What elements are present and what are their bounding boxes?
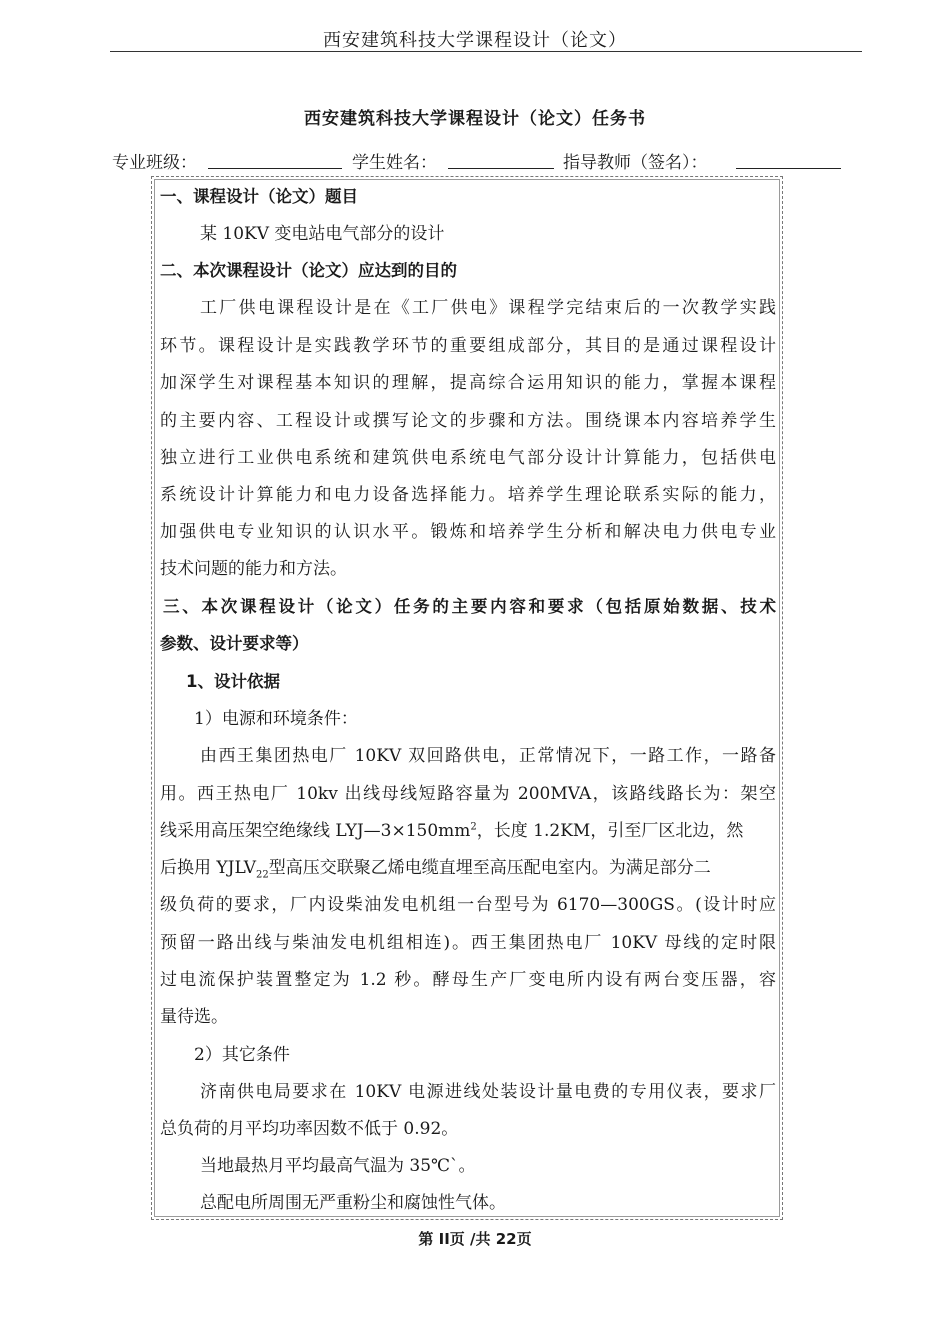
paragraph-line: 级负荷的要求，厂内设柴油发电机组一台型号为 6170—300GS。(设计时应: [160, 895, 776, 915]
design-basis-heading: 1、设计依据: [186, 672, 280, 691]
conductor-spec-rest: ，长度 1.2KM，引至厂区北边，然: [476, 821, 744, 841]
section3-heading-cont: 参数、设计要求等）: [160, 634, 309, 653]
section2-line: 加强供电专业知识的认识水平。锻炼和培养学生分析和解决电力供电专业: [160, 522, 776, 542]
major-class-blank: [208, 168, 342, 169]
superscript-2: 2: [470, 821, 477, 833]
advisor-blank: [736, 168, 841, 169]
paragraph-line-with-subscript: [160, 857, 776, 879]
conductor-spec-text: 线采用高压架空绝缘线 LYJ—3×150mm: [160, 821, 471, 841]
paragraph-line: 济南供电局要求在 10KV 电源进线处装设计量电费的专用仪表，要求厂: [200, 1082, 776, 1102]
paragraph-line: 预留一路出线与柴油发电机组相连)。西王集团热电厂 10KV 母线的定时限: [160, 933, 776, 953]
paragraph-line: 用。西王热电厂 10kv 出线母线短路容量为 200MVA，该路线路长为：架空: [160, 784, 776, 804]
subscript-22: 22: [256, 869, 269, 881]
section2-line: 系统设计计算能力和电力设备选择能力。培养学生理论联系实际的能力，: [160, 485, 776, 505]
paragraph-line: 过电流保护装置整定为 1.2 秒。酵母生产厂变电所内设有两台变压器，容: [160, 970, 776, 990]
header-rule: [110, 51, 862, 52]
page-footer: 第 II页 /共 22页: [418, 1230, 532, 1248]
cable-type-rest: 型高压交联聚乙烯电缆直埋至高压配电室内。为满足部分二: [268, 858, 711, 878]
cable-type-text: 后换用 YJLV: [160, 858, 256, 878]
paragraph-line: 由西王集团热电厂 10KV 双回路供电，正常情况下，一路工作，一路备: [200, 746, 776, 766]
power-env-conditions-heading: 1）电源和环境条件：: [194, 709, 358, 729]
paragraph-line-with-superscript: [160, 820, 776, 842]
section3-heading: 三、本次课程设计（论文）任务的主要内容和要求（包括原始数据、技术: [163, 597, 776, 616]
paragraph-line: 总负荷的月平均功率因数不低于 0.92。: [160, 1119, 459, 1139]
section2-heading: 二、本次课程设计（论文）应达到的目的: [160, 261, 457, 280]
advisor-label: 指导教师（签名）：: [563, 153, 708, 173]
section2-line: 加深学生对课程基本知识的理解，提高综合运用知识的能力，掌握本课程: [160, 373, 776, 393]
section2-line: 独立进行工业供电系统和建筑供电系统电气部分设计计算能力，包括供电: [160, 448, 776, 468]
major-class-label: 专业班级：: [112, 153, 197, 173]
section2-line: 技术问题的能力和方法。: [160, 559, 347, 579]
document-title: 西安建筑科技大学课程设计（论文）任务书: [304, 109, 646, 129]
section1-heading: 一、课程设计（论文）题目: [160, 187, 358, 206]
temperature-line: 当地最热月平均最高气温为 35℃`。: [200, 1156, 476, 1176]
student-name-label: 学生姓名：: [352, 153, 437, 173]
student-name-blank: [448, 168, 554, 169]
other-conditions-heading: 2）其它条件: [194, 1045, 290, 1065]
section2-line: 的主要内容、工程设计或撰写论文的步骤和方法。围绕课本内容培养学生: [160, 411, 776, 431]
environment-line: 总配电所周围无严重粉尘和腐蚀性气体。: [200, 1193, 506, 1213]
running-header: 西安建筑科技大学课程设计（论文）: [323, 30, 627, 51]
section2-line: 环节。课程设计是实践教学环节的重要组成部分，其目的是通过课程设计: [160, 336, 776, 356]
section1-topic: 某 10KV 变电站电气部分的设计: [200, 224, 445, 244]
paragraph-line: 量待选。: [160, 1007, 228, 1027]
section2-line: 工厂供电课程设计是在《工厂供电》课程学完结束后的一次教学实践: [200, 298, 776, 318]
